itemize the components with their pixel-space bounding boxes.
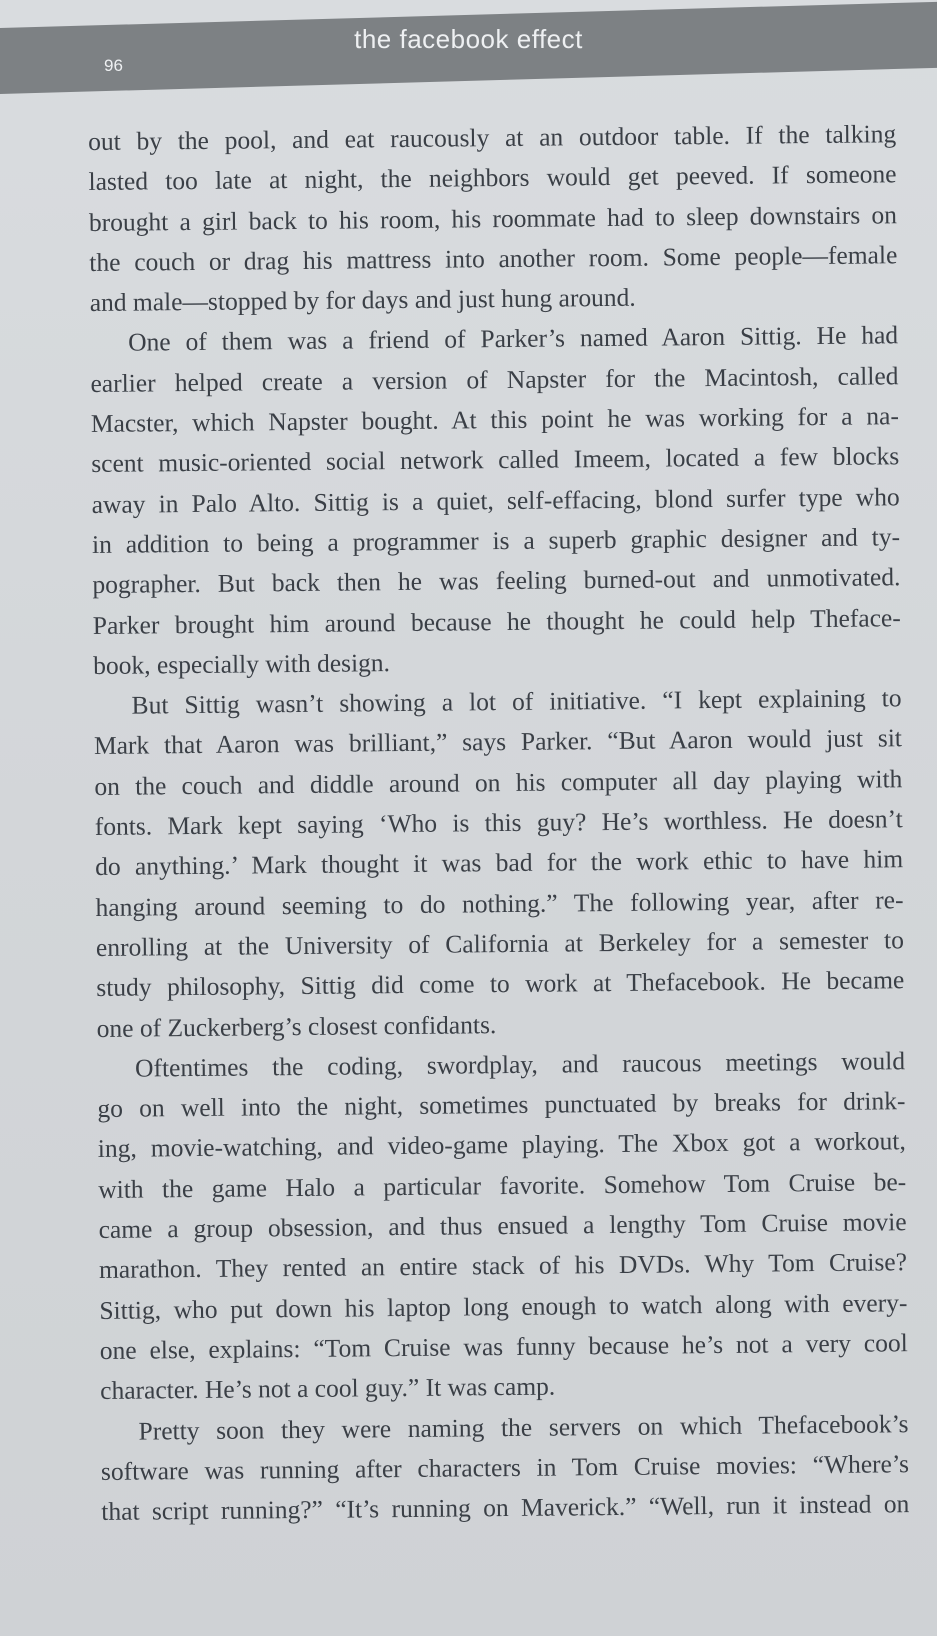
text-line: ing, movie-watching, and video-game playing. The Xbox got a workout,	[97, 1126, 906, 1164]
text-line: pographer. But back then he was feeling burned-out and unmotivated.	[92, 562, 901, 600]
text-line: on the couch and diddle around on his computer all day playing with	[94, 763, 903, 801]
body-text	[88, 114, 910, 1532]
text-line: one of Zuckerberg’s closest confidants.	[96, 1009, 497, 1043]
text-line: with the game Halo a particular favorite. Somehow Tom Cruise be-	[98, 1166, 907, 1204]
text-line: came a group obsession, and thus ensued a lengthy Tom Cruise movie	[98, 1207, 907, 1244]
text-line: Sittig, who put down his laptop long enough to watch along with every-	[99, 1287, 908, 1325]
page-number: 96	[104, 56, 123, 75]
text-line: brought a girl back to his room, his roommate had to sleep downstairs on	[88, 199, 898, 237]
text-line: book, especially with design.	[93, 647, 391, 680]
text-line: But Sittig wasn’t showing a lot of initiative. “I kept explaining to	[131, 683, 902, 720]
text-line: hanging around seeming to do nothing.” The following year, after re-	[95, 884, 904, 922]
text-line: out by the pool, and eat raucously at an outdoor table. If the talking	[88, 119, 897, 156]
text-line: lasted too late at night, the neighbors would get peeved. If someone	[88, 159, 897, 197]
text-line: Mark that Aaron was brilliant,” says Parker. “But Aaron would just sit	[93, 723, 903, 761]
text-line: that script running?” “It’s running on Maverick.” “Well, run it instead on	[101, 1489, 910, 1527]
text-line: one else, explains: “Tom Cruise was funny because he’s not a very cool	[99, 1328, 908, 1365]
text-line: software was running after characters in Tom Cruise movies: “Where’s	[100, 1448, 910, 1486]
running-header-title: the facebook effect	[354, 24, 583, 54]
text-line: Parker brought him around because he thought he could help Theface-	[92, 602, 901, 640]
text-line: Pretty soon they were naming the servers on which Thefacebook’s	[138, 1408, 909, 1446]
text-line: Oftentimes the coding, swordplay, and raucous meetings would	[134, 1046, 906, 1083]
text-line: fonts. Mark kept saying ‘Who is this guy? He’s worthless. He doesn’t	[94, 804, 903, 842]
text-line: the couch or drag his mattress into another room. Some people—female	[89, 240, 898, 277]
text-line: earlier helped create a version of Napster for the Macintosh, called	[90, 361, 899, 398]
text-line: and male—stopped by for days and just hung around.	[89, 282, 636, 318]
text-line: scent music-oriented social network called Imeem, located a few blocks	[91, 441, 900, 479]
text-line: enrolling at the University of California at Berkeley for a semester to	[95, 925, 905, 962]
text-line: marathon. They rented an entire stack of his DVDs. Why Tom Cruise?	[98, 1247, 908, 1285]
text-line: do anything.’ Mark thought it was bad for the work ethic to have him	[95, 844, 904, 882]
text-line: in addition to being a programmer is a superb graphic designer and ty-	[91, 522, 901, 559]
text-line: go on well into the night, sometimes punctuated by breaks for drink-	[97, 1086, 906, 1124]
text-line: away in Palo Alto. Sittig is a quiet, self-effacing, blond surfer type who	[91, 481, 900, 519]
text-line: character. He’s not a cool guy.” It was camp.	[100, 1371, 556, 1406]
text-line: One of them was a friend of Parker’s named Aaron Sittig. He had	[127, 320, 899, 358]
text-line: Macster, which Napster bought. At this point he was working for a na-	[90, 401, 899, 439]
text-line: study philosophy, Sittig did come to work at Thefacebook. He became	[96, 965, 905, 1003]
